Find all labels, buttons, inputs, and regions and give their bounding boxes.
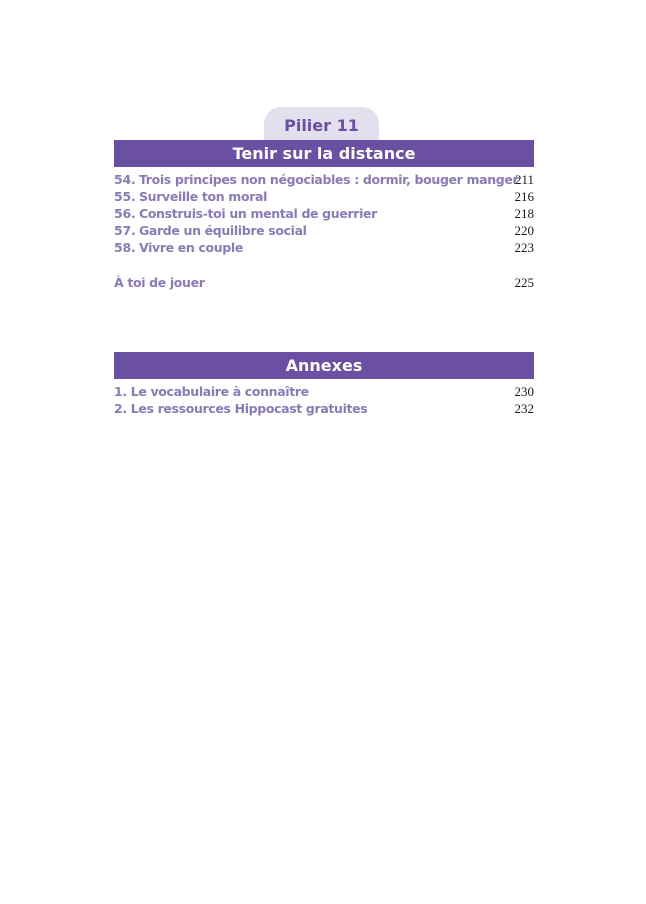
toc-entry[interactable] [114,171,534,188]
section-header-tenir-sur-la-distance: Tenir sur la distance [114,140,534,167]
entry-title: 1. Le vocabulaire à connaître [114,384,309,399]
entry-page: 218 [514,206,534,221]
toc-entry[interactable] [114,188,534,205]
entry-number: 57. [114,223,136,238]
entry-title: 2. Les ressources Hippocast gratuites [114,401,368,416]
entry-number: 55. [114,189,136,204]
entry-page: 230 [514,384,534,399]
entry-page: 211 [514,172,534,187]
toc-entry[interactable] [114,222,534,239]
section-header-annexes: Annexes [114,352,534,379]
entry-number: 58. [114,240,136,255]
entry-title: Vivre en couple [139,240,243,255]
pillar-tab: Pilier 11 [264,107,379,141]
entry-page: 232 [514,401,534,416]
toc-entry[interactable] [114,383,534,400]
entry-page: 216 [514,189,534,204]
entry-title: Garde un équilibre social [139,223,307,238]
toc-entry[interactable] [114,205,534,222]
entry-title: Trois principes non négociables : dormir, bouger manger [139,172,519,187]
entry-page: 225 [514,275,534,290]
entry-page: 223 [514,240,534,255]
entry-title: Construis-toi un mental de guerrier [139,206,377,221]
toc-entry-a-toi-de-jouer[interactable] [114,274,534,291]
toc-entry[interactable] [114,239,534,256]
toc-entry[interactable] [114,400,534,417]
entry-page: 220 [514,223,534,238]
entry-number: 56. [114,206,136,221]
entry-title: À toi de jouer [114,275,205,290]
entry-title: Surveille ton moral [139,189,268,204]
entry-number: 54. [114,172,136,187]
